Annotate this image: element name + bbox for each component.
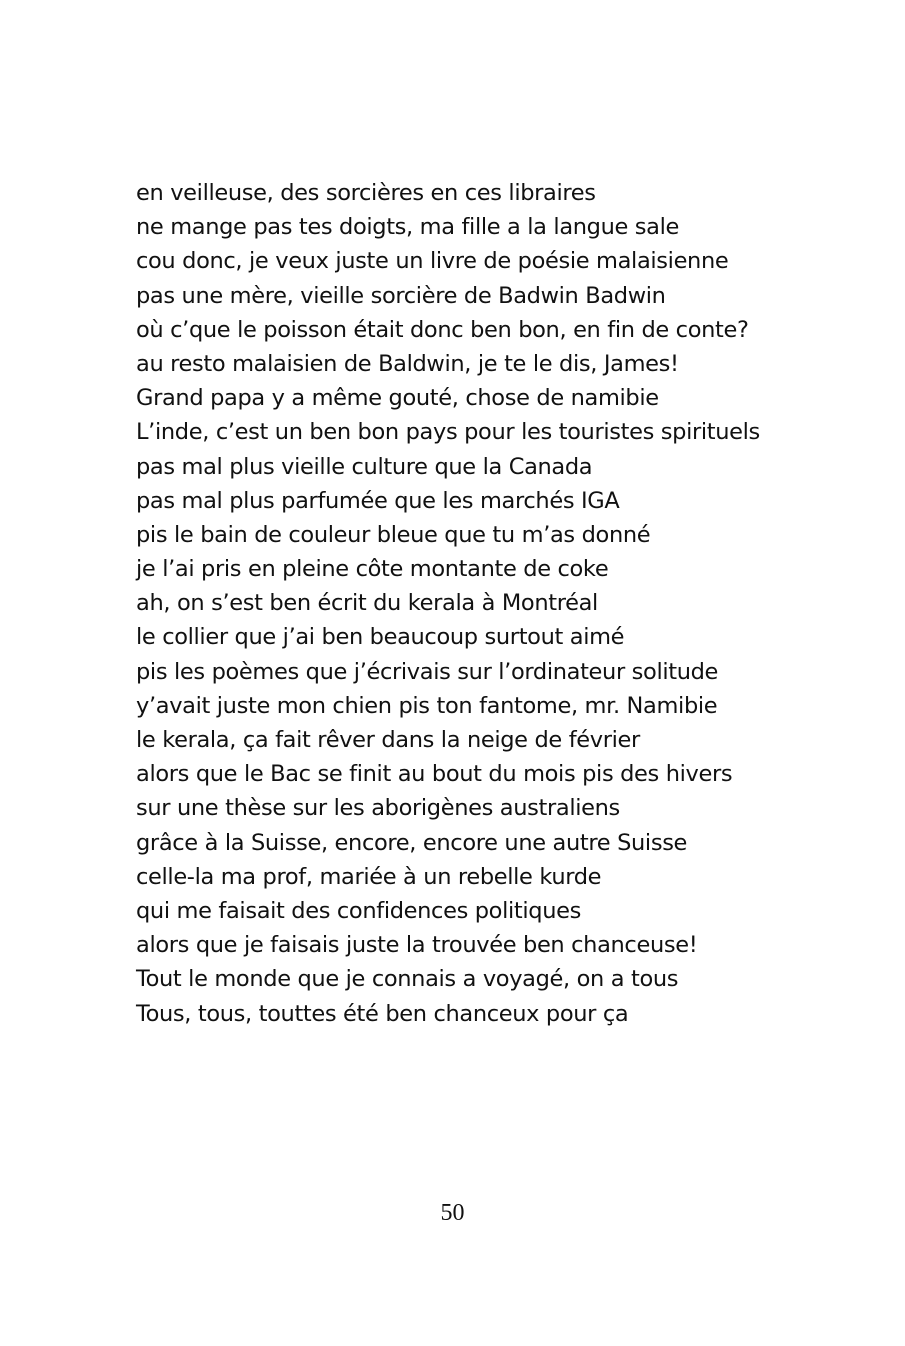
poem-line: alors que je faisais juste la trouvée ben chanceuse! xyxy=(136,932,698,959)
poem-line: sur une thèse sur les aborigènes australiens xyxy=(136,795,620,822)
poem-line: pas mal plus vieille culture que la Canada xyxy=(136,453,593,480)
poem-line: ah, on s’est ben écrit du kerala à Montréal xyxy=(136,590,598,617)
poem-line: grâce à la Suisse, encore, encore une autre Suisse xyxy=(136,829,688,856)
poem-text xyxy=(136,176,760,1031)
poem-line: je l’ai pris en pleine côte montante de coke xyxy=(136,556,609,583)
poem-line: Grand papa y a même gouté, chose de namibie xyxy=(136,385,659,412)
poem-line: cou donc, je veux juste un livre de poésie malaisienne xyxy=(136,248,729,275)
poem-line: Tous, tous, touttes été ben chanceux pour ça xyxy=(136,1000,629,1027)
poem-line: le collier que j’ai ben beaucoup surtout aimé xyxy=(136,624,625,651)
poem-line: pis les poèmes que j’écrivais sur l’ordinateur solitude xyxy=(136,658,719,685)
poem-line: celle-la ma prof, mariée à un rebelle kurde xyxy=(136,863,602,890)
poem-line: qui me faisait des confidences politiques xyxy=(136,897,581,924)
poem-line: où c’que le poisson était donc ben bon, en fin de conte? xyxy=(136,316,749,343)
poem-line: en veilleuse, des sorcières en ces libraires xyxy=(136,180,596,206)
poem-line: alors que le Bac se finit au bout du mois pis des hivers xyxy=(136,761,733,788)
poem-line: y’avait juste mon chien pis ton fantome, mr. Namibie xyxy=(136,692,718,719)
poem-line: ne mange pas tes doigts, ma fille a la langue sale xyxy=(136,214,680,241)
poem-line: pas une mère, vieille sorcière de Badwin Badwin xyxy=(136,282,666,309)
poem-line: Tout le monde que je connais a voyagé, on a tous xyxy=(136,966,679,993)
poem-line: pis le bain de couleur bleue que tu m’as donné xyxy=(136,521,651,548)
poem-line: L’inde, c’est un ben bon pays pour les touristes spirituels xyxy=(136,419,760,446)
poem-line: le kerala, ça fait rêver dans la neige de février xyxy=(136,727,640,753)
page-number: 50 xyxy=(440,1200,465,1226)
poem-line: au resto malaisien de Baldwin, je te le dis, James! xyxy=(136,350,679,377)
poem-line: pas mal plus parfumée que les marchés IGA xyxy=(136,487,620,514)
